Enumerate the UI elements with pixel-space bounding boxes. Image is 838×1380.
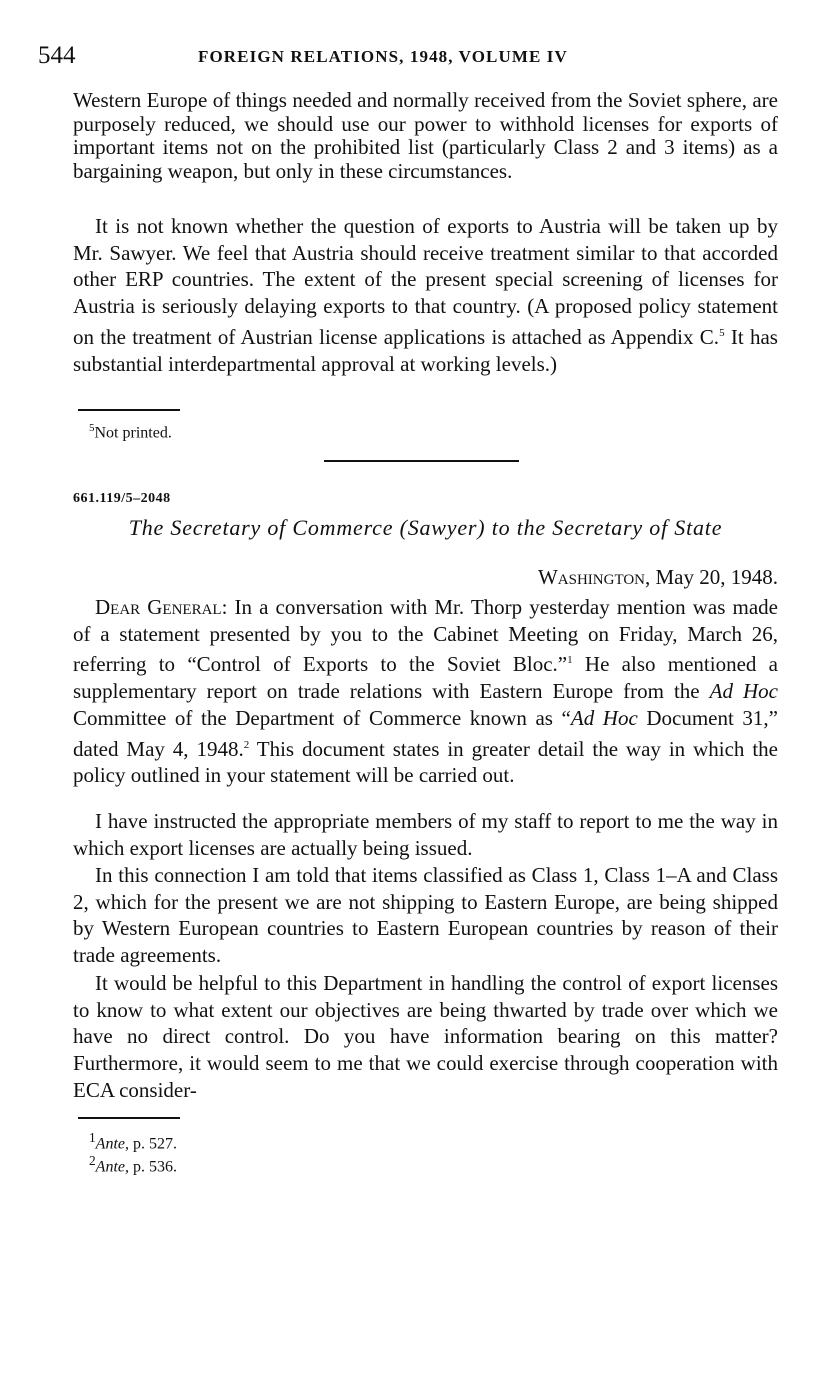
footnote-1-page: , p. 527. (125, 1135, 177, 1153)
letter-p3-text: In this connection I am told that items classified as Class 1, Class 1–A and Class 2, which for the present we are not shipping to Eastern Europe, are being shipped by Western European countries to Eastern European countries by reason of their trade agreements. (73, 863, 778, 968)
letter-paragraph-4 (73, 970, 778, 1104)
document-title: The Secretary of Commerce (Sawyer) to the Secretary of State (128, 515, 723, 540)
austria-text-after: It has substantial interdepartmental approval at working levels.) (73, 324, 778, 376)
carryover-paragraph (73, 89, 778, 183)
letter-p1-c: Committee of the Department of Commerce known as “ (73, 705, 571, 730)
section-divider (324, 460, 519, 462)
footnote-rule-bottom (78, 1117, 180, 1119)
footnote-2-marker: 2 (89, 1153, 96, 1169)
austria-text: It is not known whether the question of exports to Austria will be taken up by Mr. Sawyer. We feel that Austria should receive treatment similar to that accorded other ERP countries. The extent of the present special screening of licenses for Austria is seriously delaying exports to that country. (A proposed policy statement on the treatment of Austrian license applications is attached as Appendix C. (73, 214, 778, 349)
letter-p1-d: Document 31,” dated May 4, 1948. (73, 705, 778, 761)
footnote-ref-2: 2 (243, 738, 250, 751)
letter-paragraph-2 (73, 808, 778, 861)
footnote-ref-5: 5 (719, 326, 725, 339)
carryover-text: Western Europe of things needed and normally received from the Soviet sphere, are purposely reduced, we should use our power to withhold licenses for exports of important items not on the prohibited list (particularly Class 2 and 3 items) as a bargaining weapon, but only in these circumstances. (73, 88, 778, 183)
footnote-2-page: , p. 536. (125, 1158, 177, 1176)
footnote-1-marker: 1 (89, 1130, 96, 1145)
dateline-place: Washington (537, 565, 645, 589)
footnote-2 (89, 1152, 177, 1175)
letter-paragraph-1 (73, 594, 778, 789)
letter-p4-text: It would be helpful to this Department in handling the control of export licenses to know to what extent our objectives are being thwarted by trade over which we have no direct control. Do you have information bearing on this matter? Furthermore, it would seem to me that we could exercise through cooperation with ECA consider- (73, 971, 778, 1102)
footnote-5-marker: 5 (89, 422, 95, 434)
footnote-2-ante: Ante (95, 1158, 125, 1176)
dateline (538, 565, 778, 590)
letter-p1-adhoc-2: Ad Hoc (570, 705, 638, 730)
letter-p1-e: This document states in greater detail the way in which the policy outlined in your statement will be carried out. (73, 736, 778, 788)
austria-paragraph (73, 213, 778, 377)
page-header (38, 42, 778, 74)
letter-paragraph-3 (73, 862, 778, 969)
footnote-1 (89, 1129, 177, 1152)
footnote-5 (89, 420, 172, 441)
letter-p1-a: : In a conversation with Mr. Thorp yesterday mention was made of a statement presented by you to the Cabinet Meeting on Friday, March 26, referring to “Control of Exports to the Soviet Bloc.” (73, 595, 778, 677)
footnote-rule (78, 409, 180, 411)
footnote-5-text: Not printed. (94, 424, 172, 442)
salutation: Dear General (95, 595, 222, 619)
file-reference: 661.119/5–2048 (73, 491, 171, 506)
letter-p1-b: He also mentioned a supplementary report on trade relations with Eastern Europe from the (73, 652, 778, 704)
footnote-1-ante: Ante (95, 1135, 125, 1153)
footnote-ref-1: 1 (567, 654, 573, 667)
letter-p1-adhoc-1: Ad Hoc (709, 679, 778, 704)
footnotes (89, 1129, 177, 1176)
running-title: FOREIGN RELATIONS, 1948, VOLUME IV (198, 47, 568, 66)
letter-p2-text: I have instructed the appropriate members of my staff to report to me the way in which export licenses are actually being issued. (73, 809, 778, 860)
dateline-date: , May 20, 1948. (645, 565, 778, 589)
page-number: 544 (38, 42, 76, 69)
